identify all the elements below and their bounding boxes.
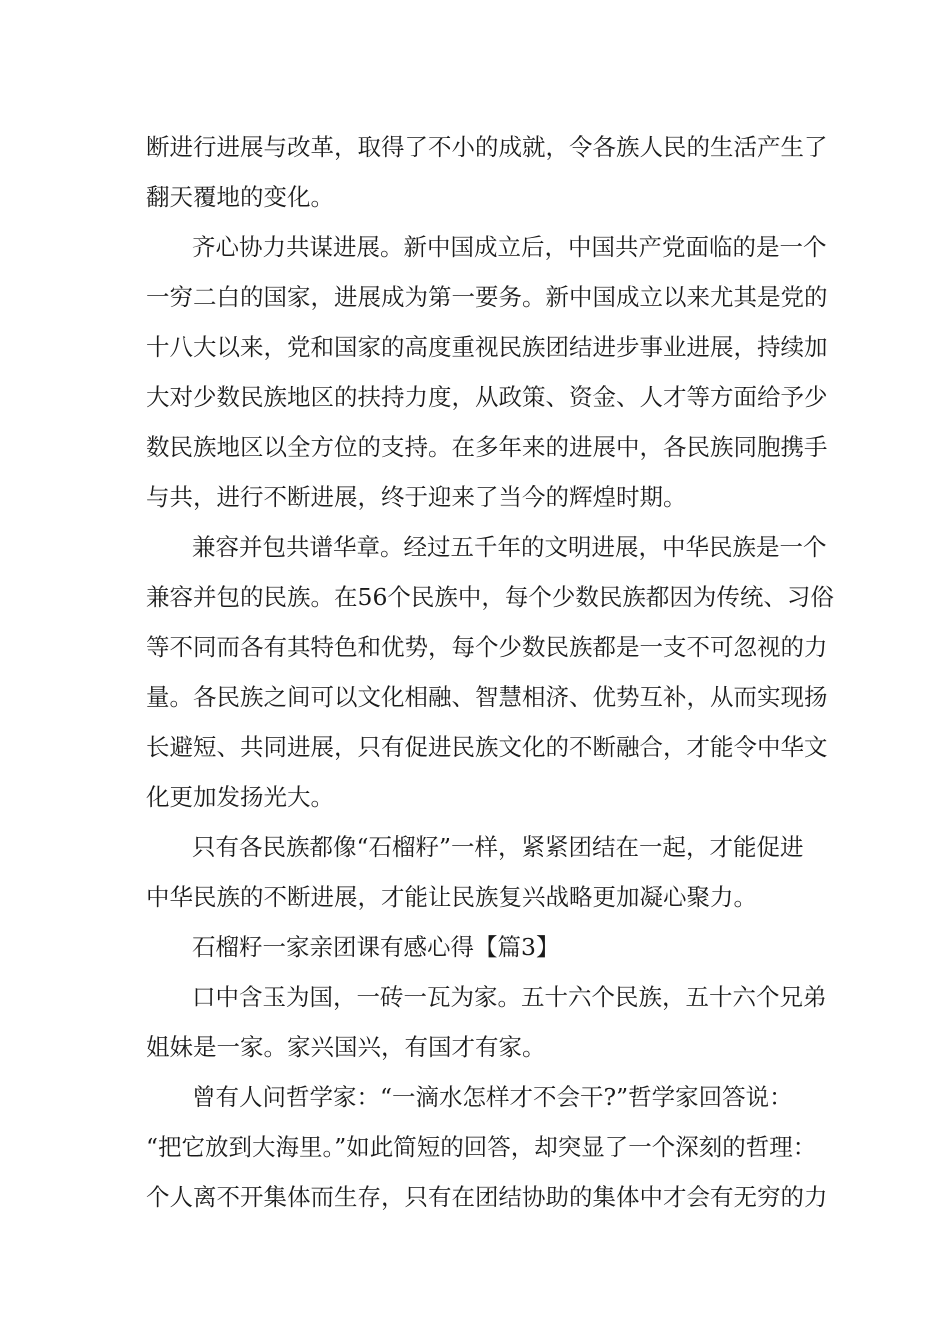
text-line: 断进行进展与改革，取得了不小的成就，令各族人民的生活产生了 xyxy=(146,133,828,161)
text-line: 兼容并包的民族。在56个民族中，每个少数民族都因为传统、习俗 xyxy=(146,583,834,611)
text-line: 长避短、共同进展，只有促进民族文化的不断融合，才能令中华文 xyxy=(146,733,828,761)
text-line: 十八大以来，党和国家的高度重视民族团结进步事业进展，持续加 xyxy=(146,333,828,361)
paragraph-start: 口中含玉为国，一砖一瓦为家。五十六个民族，五十六个兄弟 xyxy=(192,983,827,1011)
paragraph-start: 只有各民族都像“石榴籽”一样，紧紧团结在一起，才能促进 xyxy=(192,833,804,861)
text-line: 等不同而各有其特色和优势，每个少数民族都是一支不可忽视的力 xyxy=(146,633,828,661)
text-line: 中华民族的不断进展，才能让民族复兴战略更加凝心聚力。 xyxy=(146,883,757,911)
paragraph-start: 曾有人问哲学家：“一滴水怎样才不会干?”哲学家回答说： xyxy=(192,1083,793,1111)
text-line: 翻天覆地的变化。 xyxy=(146,183,334,211)
text-line: 与共，进行不断进展，终于迎来了当今的辉煌时期。 xyxy=(146,483,687,511)
text-line: 姐妹是一家。家兴国兴，有国才有家。 xyxy=(146,1033,546,1061)
paragraph-start: 齐心协力共谋进展。新中国成立后，中国共产党面临的是一个 xyxy=(192,233,827,261)
paragraph-start: 兼容并包共谱华章。经过五千年的文明进展，中华民族是一个 xyxy=(192,533,827,561)
text-line: 数民族地区以全方位的支持。在多年来的进展中，各民族同胞携手 xyxy=(146,433,828,461)
text-line: 化更加发扬光大。 xyxy=(146,783,334,811)
text-line: 量。各民族之间可以文化相融、智慧相济、优势互补，从而实现扬 xyxy=(146,683,828,711)
text-line: 个人离不开集体而生存，只有在团结协助的集体中才会有无穷的力 xyxy=(146,1183,828,1211)
text-line: 大对少数民族地区的扶持力度，从政策、资金、人才等方面给予少 xyxy=(146,383,828,411)
text-line: 一穷二白的国家，进展成为第一要务。新中国成立以来尤其是党的 xyxy=(146,283,828,311)
text-line: “把它放到大海里。”如此简短的回答，却突显了一个深刻的哲理： xyxy=(146,1133,817,1161)
section-heading: 石榴籽一家亲团课有感心得【篇3】 xyxy=(192,933,560,961)
document-body xyxy=(146,122,834,1222)
